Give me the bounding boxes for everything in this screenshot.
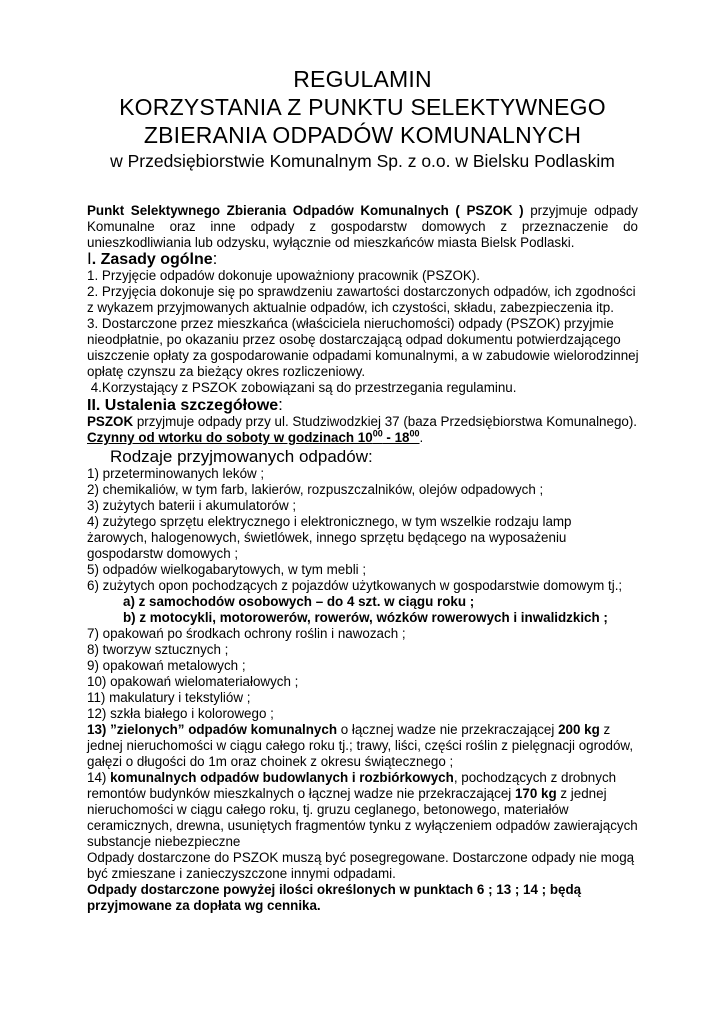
- location-rest: przyjmuje odpady przy ul. Studziwodzkiej 37 (baza Przedsiębiorstwa Komunalnego).: [133, 414, 638, 429]
- section-2-heading-bold: II. Ustalenia szczegółowe: [87, 397, 279, 414]
- section-1-line: uiszczenie opłaty za gospodarowanie odpadami komunalnymi, a w zabudowie wielorodzinnej: [87, 348, 639, 363]
- item-14-text-1: , pochodzących z drobnych: [453, 770, 617, 785]
- title-line-1: REGULAMIN: [293, 66, 432, 92]
- section-1-line: nieodpłatnie, po okazaniu przez osobę dostarczającą odpad dokumentu potwierdzającego: [87, 332, 621, 347]
- closing-bold-line-1: Odpady dostarczone powyżej ilości określonych w punktach 6 ; 13 ; 14 ; będą: [87, 882, 582, 897]
- intro-line-2: Komunalne oraz inne odpady z gospodarstw domowych z przeznaczenie do: [87, 219, 638, 234]
- list-item: żarowych, halogenowych, świetlówek, innego sprzętu będącego na wyposażeniu: [87, 530, 567, 545]
- item-13-line-2: jednej nieruchomości w ciągu całego roku tj.; trawy, liści, części roślin z pielęgnacji ogrodów,: [87, 738, 634, 753]
- list-item: 7) opakowań po środkach ochrony roślin i nawozach ;: [87, 626, 406, 641]
- hours-sup-1: 00: [372, 428, 383, 439]
- hours-dash: - 18: [382, 430, 410, 445]
- section-1-heading-suffix: :: [212, 249, 218, 268]
- item-14-line-2-text: remontów budynków mieszkalnych o łącznej wadze nie przekraczającej: [87, 786, 515, 801]
- section-1-line: 1. Przyjęcie odpadów dokonuje upoważniony pracownik (PSZOK).: [87, 268, 480, 283]
- hours-underlined: [87, 430, 420, 445]
- item-14-bold-1: komunalnych odpadów budowlanych i rozbiórkowych: [110, 770, 454, 785]
- section-1-heading-prefix: I: [87, 249, 92, 268]
- item-14-line-1: [87, 770, 616, 786]
- item-14-prefix: 14): [87, 770, 111, 785]
- list-item: 12) szkła białego i kolorowego ;: [87, 706, 274, 721]
- item-13-bold-1: 13) ”zielonych” odpadów komunalnych: [87, 722, 337, 737]
- sub-item-a: a) z samochodów osobowych – do 4 szt. w ciągu roku ;: [123, 594, 475, 609]
- location-bold: PSZOK: [87, 414, 134, 429]
- item-13-text-1: o łącznej wadze nie przekraczającej: [337, 722, 559, 737]
- section-1-heading: [87, 249, 217, 270]
- item-14-line-2-bold: 170 kg: [514, 786, 557, 801]
- intro-line-3: unieszkodliwiania lub odzysku, wyłącznie od mieszkańców miasta Bielsk Podlaski.: [87, 235, 575, 250]
- list-item: 9) opakowań metalowych ;: [87, 658, 246, 673]
- list-item: gospodarstw domowych ;: [87, 546, 239, 561]
- waste-types-heading: Rodzaje przyjmowanych odpadów:: [110, 447, 373, 466]
- title-line-2: KORZYSTANIA Z PUNKTU SELEKTYWNEGO: [119, 94, 606, 120]
- item-14-line-3: nieruchomości w ciągu całego roku, tj. gruzu ceglanego, betonowego, materiałów: [87, 802, 569, 817]
- location-line: [87, 414, 637, 430]
- list-item: 4) zużytego sprzętu elektrycznego i elektronicznego, w tym wszelkie rodzaju lamp: [87, 514, 572, 529]
- hours-text: Czynny od wtorku do soboty w godzinach 10: [87, 430, 373, 445]
- section-1-line: 3. Dostarczone przez mieszkańca (właściciela nieruchomości) odpady (PSZOK) przyjmie: [87, 316, 614, 331]
- section-2-heading: [87, 395, 283, 416]
- closing-bold-line-2: przyjmowane za dopłata wg cennika.: [87, 898, 321, 913]
- section-1-line: opłatę czynszu za bieżący okres rozliczeniowy.: [87, 364, 366, 379]
- intro-line-1: [87, 203, 638, 219]
- section-1-line: 4.Korzystający z PSZOK zobowiązani są do przestrzegania regulaminu.: [87, 380, 517, 395]
- section-1-heading-bold: . Zasady ogólne: [91, 251, 213, 268]
- item-14-line-2: [87, 786, 607, 802]
- hours-sup-2: 00: [409, 428, 420, 439]
- section-2-heading-suffix: :: [278, 395, 283, 414]
- item-13-line-3: gałęzi o długości do 1m oraz choinek z okresu świątecznego ;: [87, 754, 454, 769]
- title-line-3: ZBIERANIA ODPADÓW KOMUNALNYCH: [143, 122, 582, 148]
- item-13-bold-2: 200 kg: [558, 722, 600, 737]
- opening-hours: [87, 430, 423, 446]
- intro-line-1-rest: przyjmuje odpady: [523, 203, 638, 218]
- list-item: 3) zużytych baterii i akumulatorów ;: [87, 498, 297, 513]
- item-14-line-2-end: z jednej: [556, 786, 607, 801]
- closing-line-2: być zmieszane i zanieczyszczone innymi odpadami.: [87, 866, 396, 881]
- list-item: 5) odpadów wielkogabarytowych, w tym mebli ;: [87, 562, 367, 577]
- sub-item-b: b) z motocykli, motorowerów, rowerów, wózków rowerowych i inwalidzkich ;: [123, 610, 608, 625]
- list-item: 10) opakowań wielomateriałowych ;: [87, 674, 299, 689]
- item-14-line-4: ceramicznych, drewna, usuniętych fragmentów tynku z wyłączeniem odpadów zawierających: [87, 818, 638, 833]
- section-1-line: z wykazem przyjmowanych aktualnie odpadów, ich czystości, składu, zabezpieczenia itp.: [87, 300, 614, 315]
- intro-bold: Punkt Selektywnego Zbierania Odpadów Komunalnych ( PSZOK ): [87, 203, 524, 218]
- list-item: 2) chemikaliów, w tym farb, lakierów, rozpuszczalników, olejów odpadowych ;: [87, 482, 544, 497]
- list-item: 1) przeterminowanych leków ;: [87, 466, 265, 481]
- list-item: 8) tworzyw sztucznych ;: [87, 642, 229, 657]
- list-item: 11) makulatury i tekstyliów ;: [87, 690, 251, 705]
- section-1-line: 2. Przyjęcia dokonuje się po sprawdzeniu zawartości dostarczonych odpadów, ich zgodności: [87, 284, 636, 299]
- closing-line-1: Odpady dostarczone do PSZOK muszą być posegregowane. Dostarczone odpady nie mogą: [87, 850, 635, 865]
- item-13-text-2: z: [599, 722, 611, 737]
- hours-end: .: [419, 430, 424, 445]
- list-item: 6) zużytych opon pochodzących z pojazdów użytkowanych w gospodarstwie domowym tj.;: [87, 578, 623, 593]
- item-14-line-5: substancje niebezpieczne: [87, 834, 241, 849]
- subtitle: w Przedsiębiorstwie Komunalnym Sp. z o.o. w Bielsku Podlaskim: [110, 151, 615, 171]
- item-13-line-1: [87, 722, 610, 738]
